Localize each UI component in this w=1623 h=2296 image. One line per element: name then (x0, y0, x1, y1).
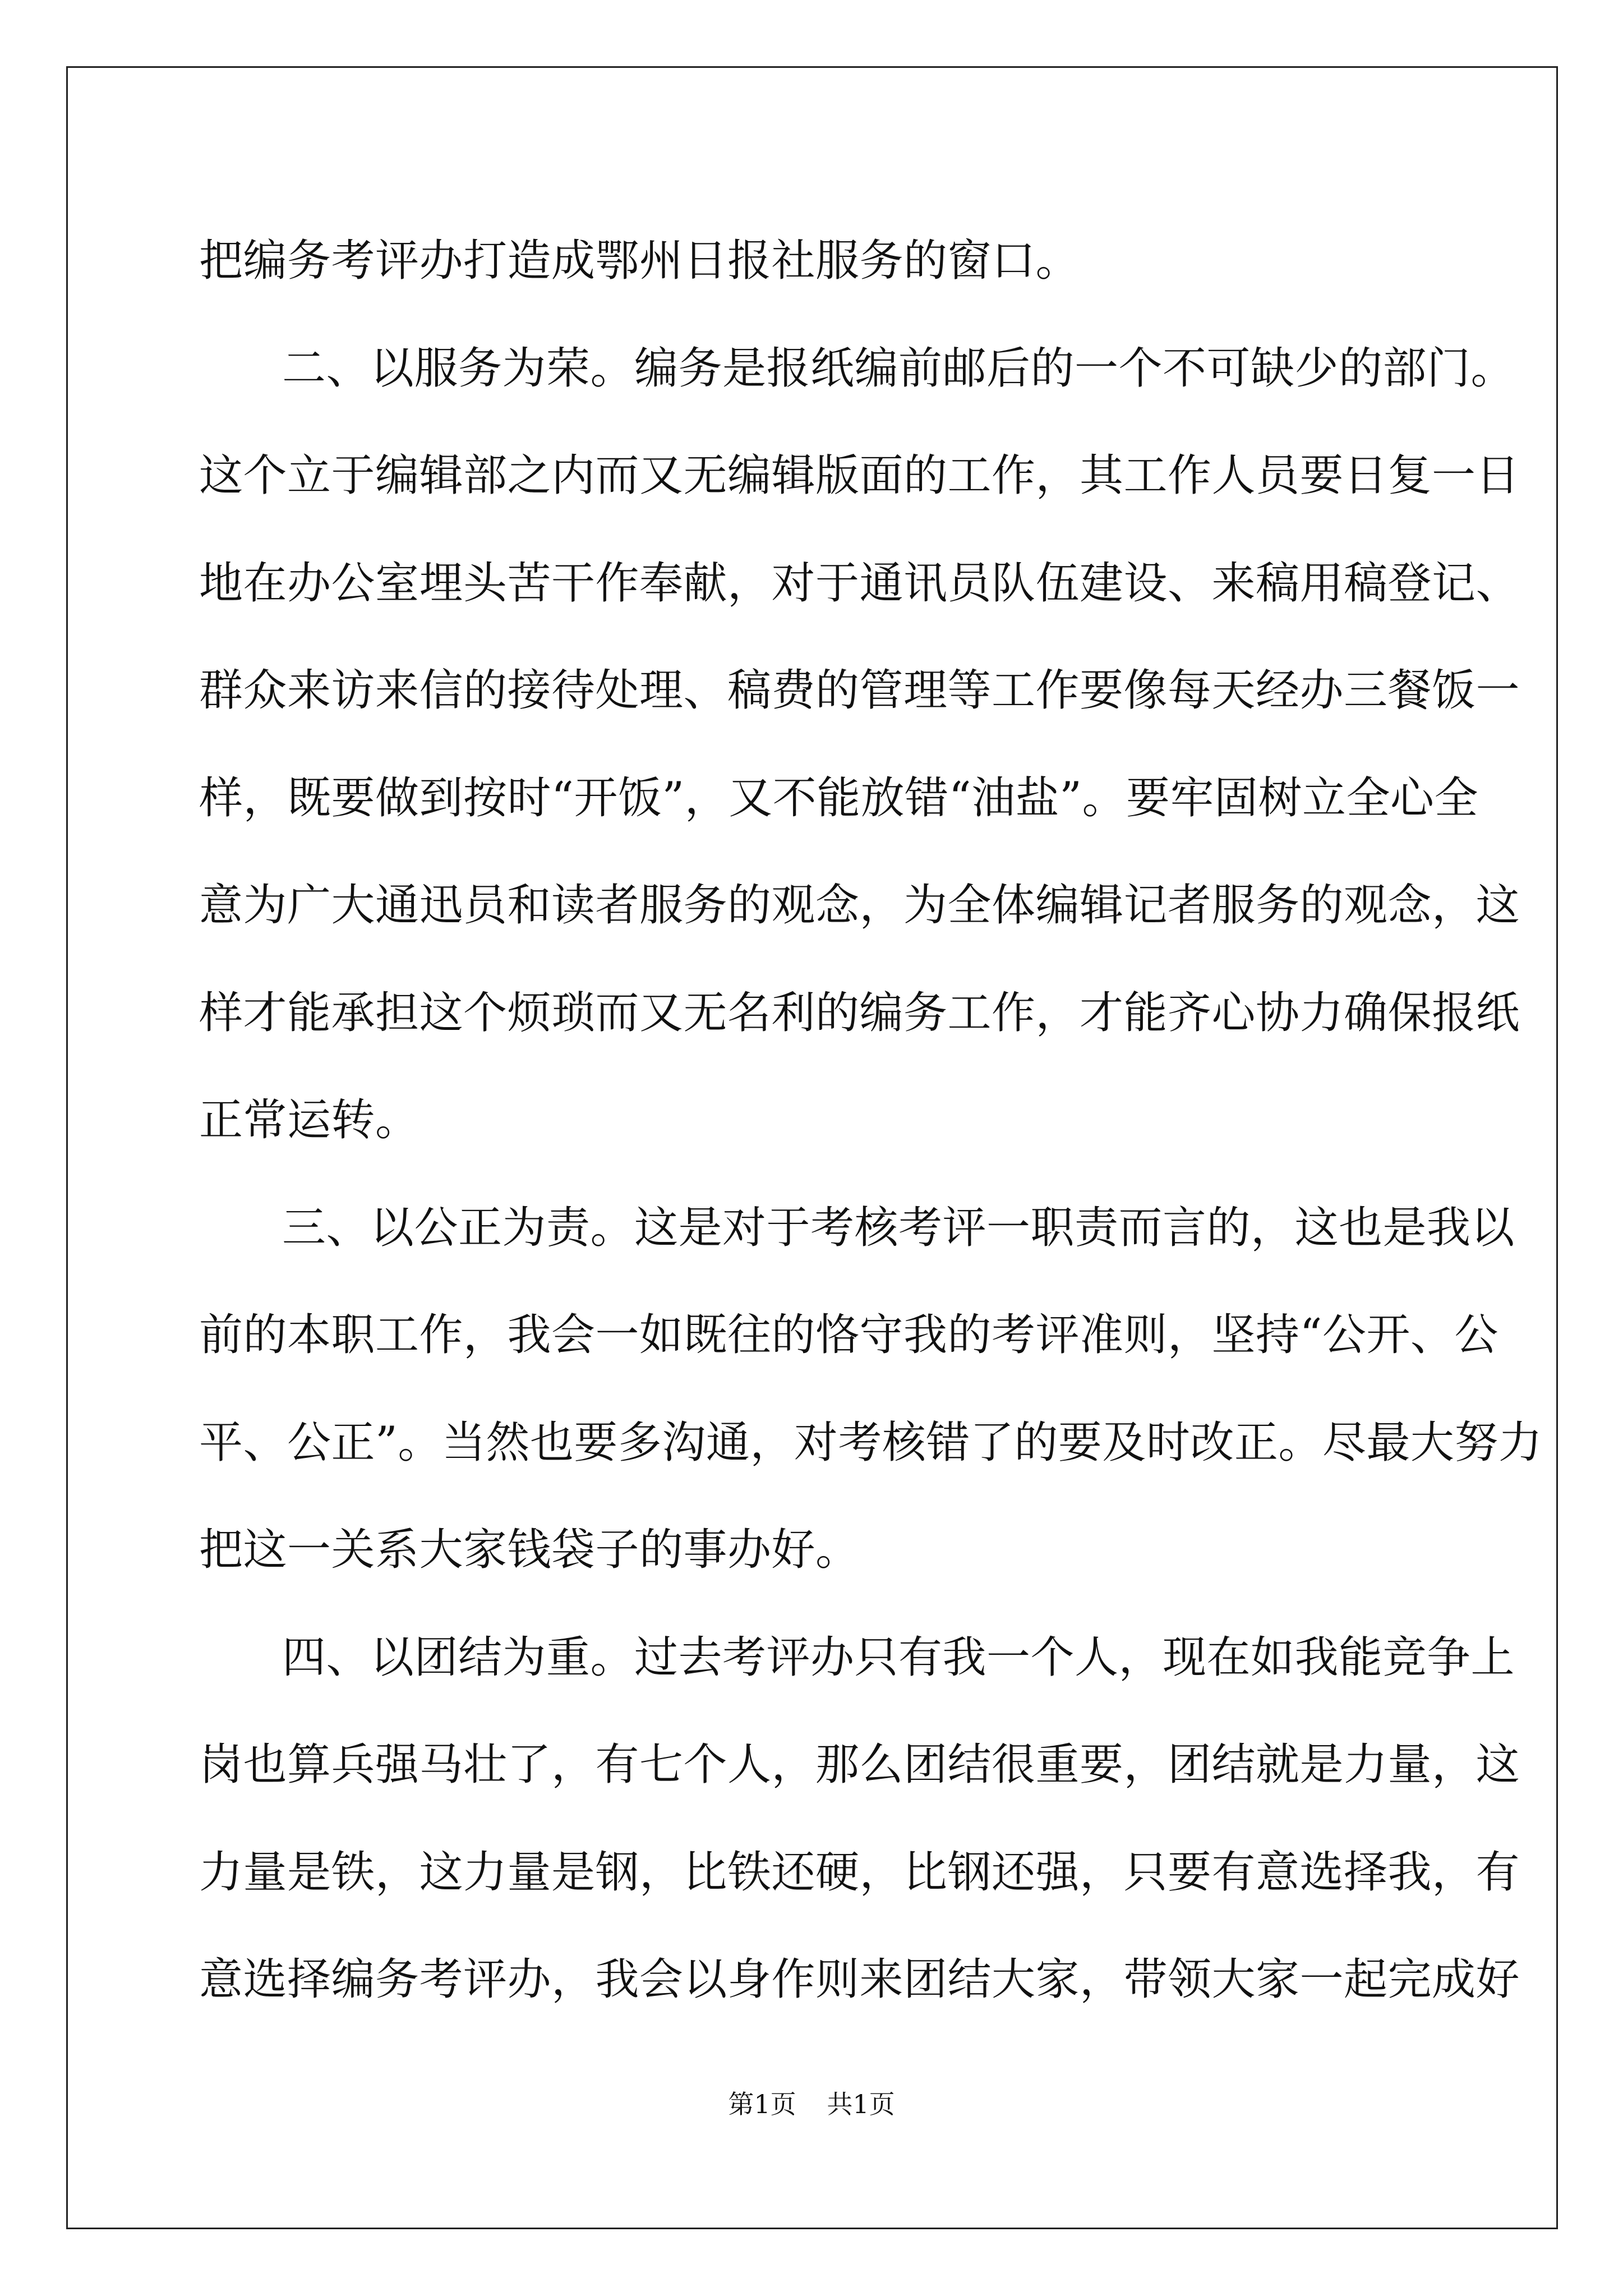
text-line: 把编务考评办打造成鄂州日报社服务的窗口。 (199, 236, 1080, 286)
text-line: 这个立于编辑部之内而又无编辑版面的工作，其工作人员要日复一日 (199, 450, 1520, 501)
text-line: 平、公正”。当然也要多沟通，对考核错了的要及时改正。尽最大努力 (199, 1417, 1543, 1468)
text-line: 三、以公正为责。这是对于考核考评一职责而言的，这也是我以 (282, 1202, 1515, 1253)
text-line: 地在办公室埋头苦干作奉献，对于通讯员队伍建设、来稿用稿登记、 (199, 558, 1520, 609)
text-line: 把这一关系大家钱袋子的事办好。 (199, 1525, 860, 1575)
text-line: 二、以服务为荣。编务是报纸编前邮后的一个不可缺少的部门。 (282, 343, 1515, 394)
text-line: 四、以团结为重。过去考评办只有我一个人，现在如我能竞争上 (282, 1632, 1515, 1683)
text-line: 样才能承担这个烦琐而又无名利的编务工作，才能齐心协力确保报纸 (199, 987, 1520, 1038)
text-line: 群众来访来信的接待处理、稿费的管理等工作要像每天经办三餐饭一 (199, 665, 1520, 716)
text-line: 前的本职工作，我会一如既往的恪守我的考评准则，坚持“公开、公 (199, 1310, 1498, 1360)
page-footer (0, 2084, 1623, 2121)
text-line: 意选择编务考评办，我会以身作则来团结大家，带领大家一起完成好 (199, 1954, 1520, 2005)
text-line: 样，既要做到按时“开饭”，又不能放错“油盐”。要牢固树立全心全 (199, 772, 1479, 823)
page-number: 第1页 (728, 2089, 796, 2119)
page-total: 共1页 (827, 2089, 895, 2119)
text-line: 正常运转。 (199, 1095, 419, 1145)
text-line: 力量是铁，这力量是钢，比铁还硬，比钢还强，只要有意选择我，有 (199, 1847, 1520, 1898)
text-line: 意为广大通迅员和读者服务的观念，为全体编辑记者服务的观念，这 (199, 880, 1520, 931)
text-line: 岗也算兵强马壮了，有七个人，那么团结很重要，团结就是力量，这 (199, 1740, 1520, 1790)
document-body (199, 208, 1543, 2034)
